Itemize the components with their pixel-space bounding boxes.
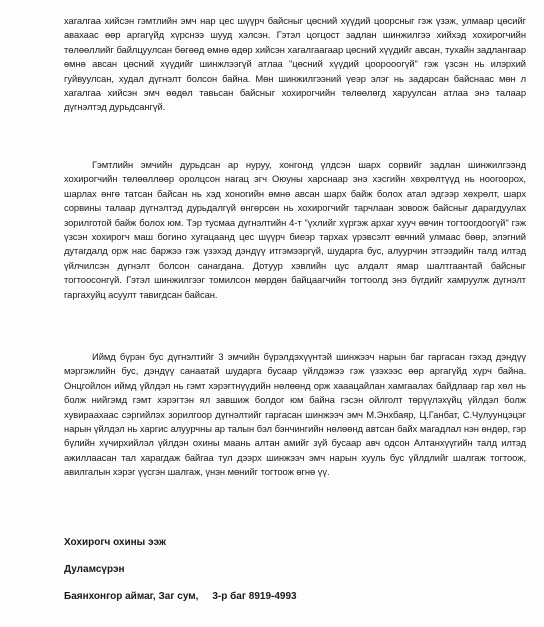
signature-address-phone: Баянхонгор аймаг, Заг сум, 3-р баг 8919-4993	[64, 591, 297, 602]
paragraph-2: Гэмтлийн эмчийн дурьдсан ар нуруу, хонгонд үлдсэн шарх сорвийг задлан шинжилгээнд хохирогчийн төлөөллөөр оролцсон нагац эгч Оюуны харснаар энэ хэсгийн хөхрөлтүүд нь ноогоорох, шарлах өнгө татсан байсан нь хэд хоногийн өмнө авсан шарх байж болох атал эдгээр хөхрөлт, шарх сорвины талаар дүгнэлтэд дурьдалгүй өнгөрсөн нь хохирогчийг тарчлаан зовоож байсныг дарагдуулах зорилготой байж болох юм. Тэр тусмаа дүгнэлтийн 4-т "үхлийг хүргэж архаг хууч өвчин тогтоогдоогүй" гэж үзсэн хохирогч маш богино хугацаанд цес шүүрч биеэр тархах үрэвсэлт өвчний улмаас бөөр, элэгний дутагдалд орж нас баржээ гэж үзэхэд дэндүү итгэмээргүй, шударга бус, алуурчин этгээдийн талд илтэд үйлчилсэн дүгнэлт болсон санагдана. Дотуур хэвлийн цус алдалт ямар шалтгаантай байсныг тогтоосонгүй. Гэтэл шинжилгээг томилсон мөрдөн байцаагчийн тогтоолд энэ бүгдийг хамруулж дүгнэлт гаргахуйц асуулт тавигдсан байсан.	[64, 159, 526, 300]
signature-role: Хохирогч охины ээж	[64, 537, 167, 548]
signature-name: Дуламсүрэн	[64, 564, 125, 575]
paragraph-1: хагалгаа хийсэн гэмтлийн эмч нар цес шүүрч байсныг цөсний хүүдий цоорсныг гэж үзэж, улмаар цөсийг авахаас өөр аргагүйд хүрснээ шууд хэлсэн. Гэтэл цогцост задлан шинжилгээ хийхэд хохирогчийн төлөөллийг байлцуулсан бөгөөд өмнө өдөр хийсэн хагалгаагаар цөсний хүүдийг авсан, тухайн задлангаар өмнө авсан цөсний хүүдийг шинжлээгүй атлаа "цөсний хүүдий цоорооогүй" гэж үзсэн нь илэрхий гуйвуулсан, худал дүгнэлт болсон байна. Мөн шинжилгээний үеэр элэг нь задарсан байснаас мөн л хагалгаа хийсэн эмч өөдөл тавьсан байсныг хохирогчийн төлөөлөгд харуулсан атлаа энэ талаар дүгнэлтэд дурьдсангүй.	[64, 15, 526, 113]
paragraph-3: Иймд бүрэн бус дүгнэлтийг 3 эмчийн бүрэлдэхүүнтэй шинжээч нарын баг гаргасан гэхэд дэндүү мэргэжлийн бус, дэндүү санаатай шударга бусаар үйлдэжээ гэж үзэхээс өөр аргагүйд хүрч байна. Онцгойлон иймд үйлдэл нь гэмт хэрэгтнүүдийн нөлөөнд орж хааацайлан хамгаалах байдлаар гар хөл нь болж нийгэмд гэмт хэрэгтэн ял завшиж болдог юм байна гэсэн ойлголт төрүүлэхүйц үйлдэл болж хувираахаас сэргийлэх зорилгоор дүгнэлтийг гаргасан шинжээч эмч М.Энхбаяр, Ц.Ганбат, С.Чулуунцэцэг нарын үйлдэл нь харгис алуурчны ар талын бэл бэнчингийн нөлөөнд автсан байх магадлал нэн өндөр, гэр бүлийн хүчирхийлэл үйлдэн охины маань алтан амийг зүй бусаар авч одсон Алтанхүүгийн талд илтэд ажиллаасан тал харагдаж байгаа тул дээрх шинжээч эмч нарын хууль бус үйлдлийг шалгаж тогтоож, авилгалын хэрэг үүсгэн шалгаж, үнэн мөнийг тогтоож өгнө үү.	[64, 351, 526, 478]
